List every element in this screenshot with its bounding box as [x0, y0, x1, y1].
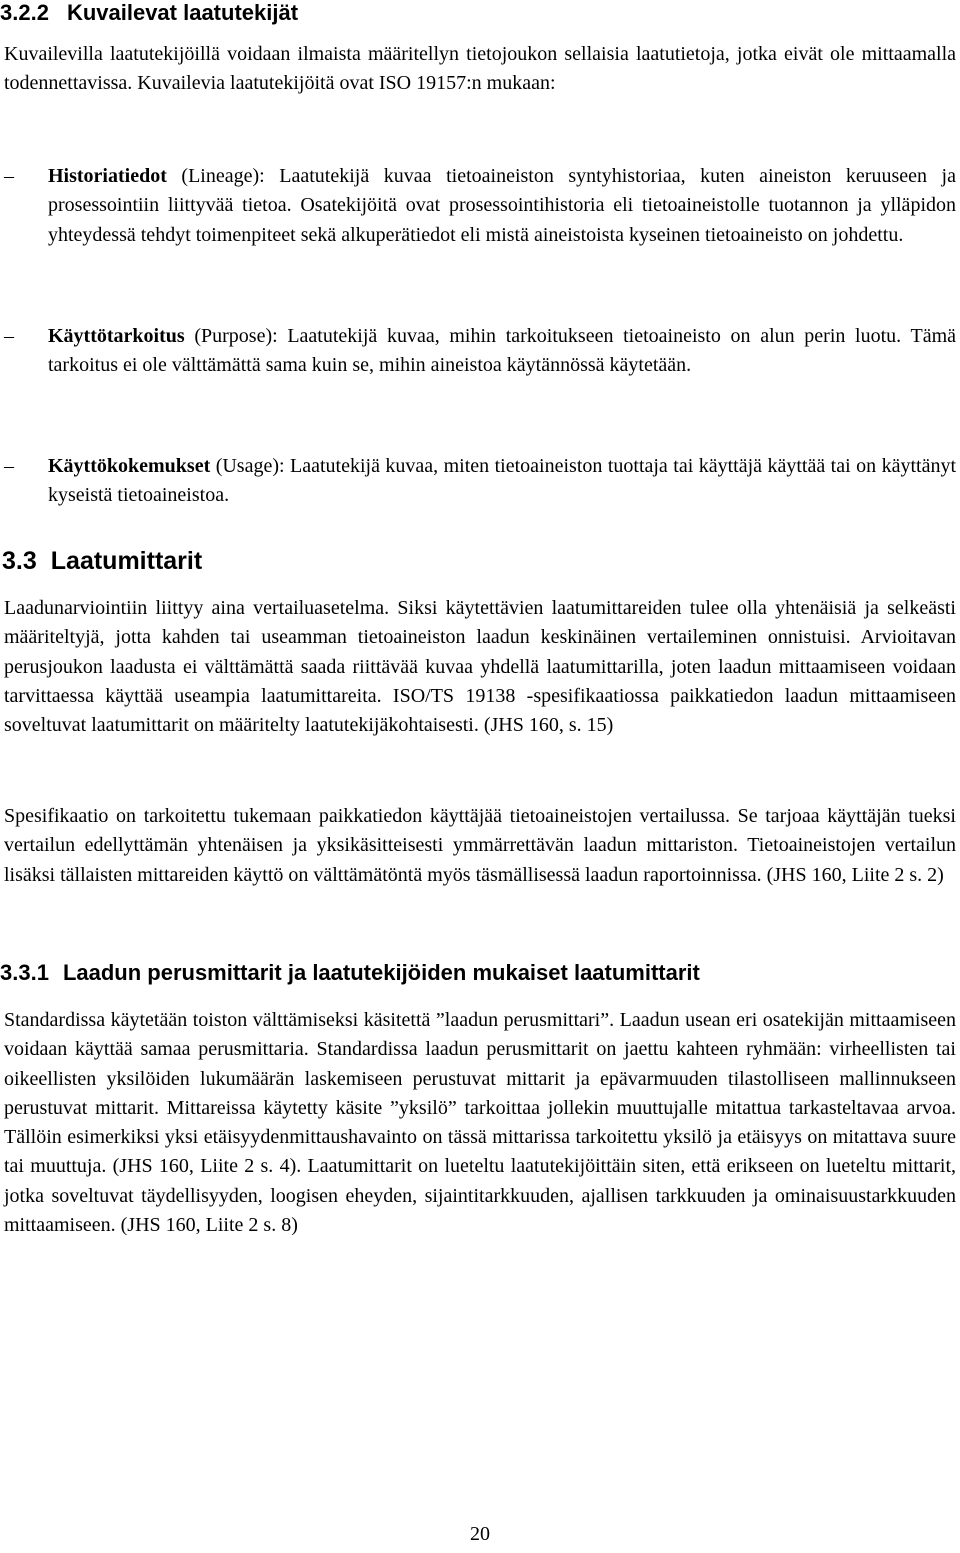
bullet-text [48, 322, 956, 381]
paragraph-laatumittarit-2: Spesifikaatio on tarkoitettu tukemaan paikkatiedon käyttäjää tietoaineistojen vertailussa. Se tarjoaa käyttäjän tueksi vertailun edellyttämän yhtenäisen ja yksikäsitteisesti ymmärrettävän laadun mittariston. Tietoaineistojen vertailun lisäksi tällaisten mittareiden käyttö on välttämätöntä myös täsmällisessä laadun raportoinnissa. (JHS 160, Liite 2 s. 2) [4, 805, 956, 886]
heading-title: Kuvailevat laatutekijät [66, 0, 299, 25]
bullet-dash: – [4, 325, 14, 347]
heading-3-3-1 [0, 960, 700, 986]
bullet-term: Historiatiedot [48, 165, 167, 187]
bullet-term: Käyttökokemukset [48, 455, 211, 477]
paragraph-laatumittarit-1: Laadunarviointiin liittyy aina vertailuasetelma. Siksi käytettävien laatumittareiden tulee olla yhtenäisiä ja selkeästi määriteltyjä, jotta kahden tai useamman tietoaineiston laadun keskinäinen vertaileminen onnistuisi. Arvioitavan perusjoukon laadusta ei välttämättä saada riittävää kuvaa yhdellä laatumittarilla, joten laadun mittaamiseen voidaan tarvittaessa käyttää useampia laatumittareita. ISO/TS 19138 -spesifikaatiossa paikkatiedon laadun mittaamiseen soveltuvat laatumittarit on määritelty laatutekijäkohtaisesti. (JHS 160, s. 15) [4, 597, 956, 737]
paragraph-perusmittarit: Standardissa käytetään toiston välttämiseksi käsitettä ”laadun perusmittari”. Laadun usean eri osatekijän mittaamiseen voidaan käyttää samaa perusmittaria. Standardissa laadun perusmittarit on jaettu kahteen ryhmään: virheellisten tai oikeellisten yksilöiden lukumäärän laskemiseen perustuvat mittarit ja epävarmuuden tilastolliseen mallinnukseen perustuvat mittarit. Mittareissa käytetty käsite ”yksilö” tarkoittaa jollekin muuttujalle mitattua tarkasteltavaa arvoa. Tällöin esimerkiksi yksi etäisyydenmittaushavainto on tässä mittarissa tarkoitettu yksilö ja etäisyys on mitattava suure tai muuttuja. (JHS 160, Liite 2 s. 4). Laatumittarit on lueteltu laatutekijöittäin siten, että erikseen on lueteltu mittarit, jotka soveltuvat täydellisyyden, loogisen eheyden, sijaintitarkkuuden, ajallisen tarkkuuden ja ominaisuustarkkuuden mittaamiseen. (JHS 160, Liite 2 s. 8) [4, 1009, 956, 1237]
heading-number: 3.3.1 [0, 960, 49, 985]
heading-title: Laatumittarit [50, 547, 203, 575]
bullet-text [48, 452, 956, 511]
bullet-dash: – [4, 165, 14, 187]
heading-3-3 [2, 546, 202, 576]
bullet-body: (Lineage): Laatutekijä kuvaa tietoaineiston syntyhistoriaa, kuten aineiston keruuseen ja prosessointiin liittyvää tietoa. Osatekijöitä ovat prosessointihistoria eli tietoaineistolle tuotannon ja ylläpidon yhteydessä tehdyt toimenpiteet sekä alkuperätiedot eli mistä aineistoista kyseinen tietoaineisto on johdettu. [48, 165, 956, 246]
heading-3-2-2 [0, 0, 298, 26]
intro-paragraph: Kuvailevilla laatutekijöillä voidaan ilmaista määritellyn tietojoukon sellaisia laatutietoja, jotka eivät ole mittaamalla todennettavissa. Kuvailevia laatutekijöitä ovat ISO 19157:n mukaan: [4, 43, 956, 95]
bullet-body: (Usage): Laatutekijä kuvaa, miten tietoaineiston tuottaja tai käyttäjä käyttää tai on käyttänyt kyseistä tietoaineistoa. [48, 455, 956, 507]
page-number: 20 [470, 1523, 490, 1545]
bullet-body: (Purpose): Laatutekijä kuvaa, mihin tarkoitukseen tietoaineisto on alun perin luotu. Tämä tarkoitus ei ole välttämättä sama kuin se, mihin aineistoa käytännössä käytetään. [48, 325, 956, 377]
heading-title: Laadun perusmittarit ja laatutekijöiden mukaiset laatumittarit [62, 960, 700, 985]
bullet-term: Käyttötarkoitus [48, 325, 185, 347]
bullet-text [48, 162, 956, 250]
bullet-dash: – [4, 455, 14, 477]
heading-number: 3.3 [2, 547, 37, 575]
heading-number: 3.2.2 [0, 0, 49, 25]
